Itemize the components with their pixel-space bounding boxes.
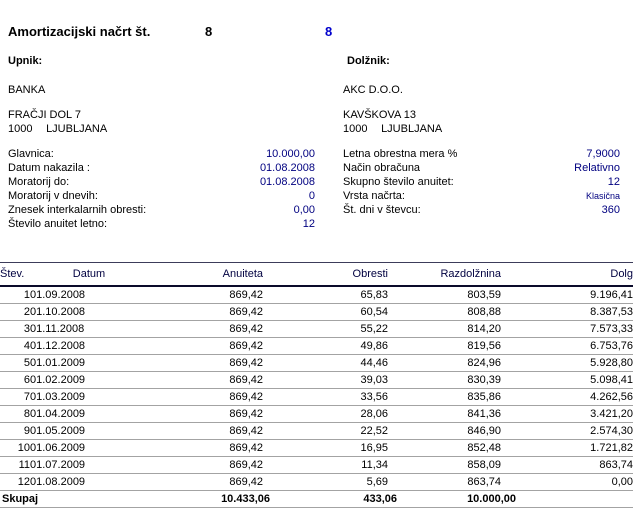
table-row [0,474,633,491]
col-header-dolg: Dolg [501,263,633,287]
total-row [0,491,633,508]
cell-datum: 01.04.2009 [30,406,148,423]
cell-anuiteta: 869,42 [148,372,263,389]
field-value: 12 [607,176,620,188]
col-header-obresti: Obresti [263,263,388,287]
field-stevilo-anuitet-letno [8,217,315,231]
field-label: Moratorij do: [8,176,70,188]
field-value: 01.08.2008 [259,162,315,174]
debtor-postal-code: 1000 [343,123,368,135]
field-vrsta-nacrta [343,189,620,203]
cell-dolg: 8.387,53 [501,304,633,321]
cell-obresti: 28,06 [263,406,388,423]
cell-obresti: 22,52 [263,423,388,440]
field-label: Vrsta načrta: [343,190,405,202]
cell-datum: 01.03.2009 [30,389,148,406]
creditor-city: LJUBLJANA [46,123,108,135]
cell-obresti: 16,95 [263,440,388,457]
cell-dolg: 9.196,41 [501,286,633,304]
cell-obresti: 55,22 [263,321,388,338]
cell-stev: 7 [0,389,30,406]
field-label: Letna obrestna mera % [343,148,458,160]
cell-obresti: 11,34 [263,457,388,474]
cell-anuiteta: 869,42 [148,304,263,321]
table-row [0,457,633,474]
cell-anuiteta: 869,42 [148,355,263,372]
cell-anuiteta: 869,42 [148,321,263,338]
debtor-block [343,55,620,135]
cell-dolg: 1.721,82 [501,440,633,457]
debtor-name: AKC D.O.O. [343,84,403,96]
table-footer [0,491,633,508]
cell-anuiteta: 869,42 [148,338,263,355]
cell-stev: 6 [0,372,30,389]
field-znesek-interkalarnih-obresti [8,203,315,217]
cell-razdolznina: 803,59 [388,286,501,304]
cell-obresti: 65,83 [263,286,388,304]
cell-stev: 1 [0,286,30,304]
field-label: Glavnica: [8,148,54,160]
field-label: Število anuitet letno: [8,218,108,230]
amortization-table [0,262,633,508]
table-row [0,355,633,372]
cell-obresti: 39,03 [263,372,388,389]
field-label: Skupno število anuitet: [343,176,454,188]
table-row [0,406,633,423]
cell-razdolznina: 808,88 [388,304,501,321]
table-row [0,440,633,457]
cell-razdolznina: 841,36 [388,406,501,423]
cell-dolg: 5.098,41 [501,372,633,389]
debtor-heading: Dolžnik: [347,55,390,67]
cell-razdolznina: 852,48 [388,440,501,457]
cell-stev: 2 [0,304,30,321]
field-value: 10.000,00 [266,148,315,160]
table-row [0,304,633,321]
cell-anuiteta: 869,42 [148,440,263,457]
field-value: Klasična [585,191,620,201]
cell-anuiteta: 869,42 [148,286,263,304]
total-anuiteta: 10.433,06 [148,491,263,508]
plan-number: 8 [205,24,213,39]
cell-datum: 01.12.2008 [30,338,148,355]
cell-datum: 01.08.2009 [30,474,148,491]
total-label: Skupaj [0,491,148,508]
cell-datum: 01.06.2009 [30,440,148,457]
field-st-dni-v-stevcu [343,203,620,217]
debtor-city: LJUBLJANA [381,123,443,135]
field-label: Datum nakazila : [8,162,90,174]
field-skupno-stevilo-anuitet [343,175,620,189]
cell-datum: 01.01.2009 [30,355,148,372]
total-obresti: 433,06 [263,491,388,508]
field-value: 01.08.2008 [259,176,315,188]
cell-dolg: 2.574,30 [501,423,633,440]
field-label: Znesek interkalarnih obresti: [8,204,147,216]
cell-razdolznina: 819,56 [388,338,501,355]
field-glavnica [8,147,315,161]
cell-dolg: 863,74 [501,457,633,474]
cell-razdolznina: 830,39 [388,372,501,389]
cell-anuiteta: 869,42 [148,457,263,474]
cell-anuiteta: 869,42 [148,389,263,406]
title-row [0,24,633,40]
cell-datum: 01.07.2009 [30,457,148,474]
cell-datum: 01.05.2009 [30,423,148,440]
cell-razdolznina: 824,96 [388,355,501,372]
cell-obresti: 49,86 [263,338,388,355]
field-value: Relativno [574,162,620,174]
cell-stev: 9 [0,423,30,440]
cell-stev: 12 [0,474,30,491]
cell-stev: 3 [0,321,30,338]
creditor-postal-code: 1000 [8,123,33,135]
cell-datum: 01.09.2008 [30,286,148,304]
total-razdolznina: 10.000,00 [388,491,501,508]
debtor-city-line [343,123,442,135]
creditor-heading: Upnik: [8,55,43,67]
field-value: 0 [308,190,315,202]
field-value: 0,00 [293,204,315,216]
cell-anuiteta: 869,42 [148,423,263,440]
cell-datum: 01.10.2008 [30,304,148,321]
debtor-street: KAVŠKOVA 13 [343,109,416,121]
cell-razdolznina: 835,86 [388,389,501,406]
col-header-datum: Datum [30,263,148,287]
field-label: Način obračuna [343,162,421,174]
creditor-street: FRAČJI DOL 7 [8,109,81,121]
field-value: 360 [601,204,620,216]
col-header-anuiteta: Anuiteta [148,263,263,287]
col-header-stev: Štev. [0,263,30,287]
table-row [0,321,633,338]
cell-razdolznina: 846,90 [388,423,501,440]
field-datum-nakazila [8,161,315,175]
cell-anuiteta: 869,42 [148,474,263,491]
loan-fields-left [8,147,315,231]
cell-razdolznina: 814,20 [388,321,501,338]
cell-obresti: 60,54 [263,304,388,321]
creditor-city-line [8,123,107,135]
plan-number-linked: 8 [325,24,333,39]
table-header-row [0,263,633,287]
field-moratorij-do [8,175,315,189]
table-row [0,372,633,389]
field-label: Št. dni v števcu: [343,204,421,216]
cell-obresti: 5,69 [263,474,388,491]
cell-razdolznina: 863,74 [388,474,501,491]
table-header [0,263,633,287]
field-letna-obrestna-mera [343,147,620,161]
table-row [0,338,633,355]
cell-obresti: 44,46 [263,355,388,372]
cell-stev: 10 [0,440,30,457]
cell-dolg: 0,00 [501,474,633,491]
field-value: 7,9000 [586,148,620,160]
field-moratorij-v-dnevih [8,189,315,203]
table-row [0,389,633,406]
table-row [0,423,633,440]
cell-obresti: 33,56 [263,389,388,406]
total-dolg-empty [501,491,633,508]
table-body [0,286,633,491]
cell-dolg: 5.928,80 [501,355,633,372]
creditor-name: BANKA [8,84,46,96]
field-value: 12 [302,218,315,230]
cell-dolg: 3.421,20 [501,406,633,423]
cell-dolg: 7.573,33 [501,321,633,338]
creditor-block [8,55,315,135]
cell-dolg: 4.262,56 [501,389,633,406]
cell-stev: 11 [0,457,30,474]
cell-anuiteta: 869,42 [148,406,263,423]
cell-stev: 5 [0,355,30,372]
loan-fields-right [343,147,620,217]
cell-stev: 8 [0,406,30,423]
cell-datum: 01.02.2009 [30,372,148,389]
cell-dolg: 6.753,76 [501,338,633,355]
cell-razdolznina: 858,09 [388,457,501,474]
table-row [0,286,633,304]
page-title: Amortizacijski načrt št. [8,24,151,39]
col-header-razdolznina: Razdolžnina [388,263,501,287]
cell-datum: 01.11.2008 [30,321,148,338]
cell-stev: 4 [0,338,30,355]
field-label: Moratorij v dnevih: [8,190,98,202]
field-nacin-obracuna [343,161,620,175]
